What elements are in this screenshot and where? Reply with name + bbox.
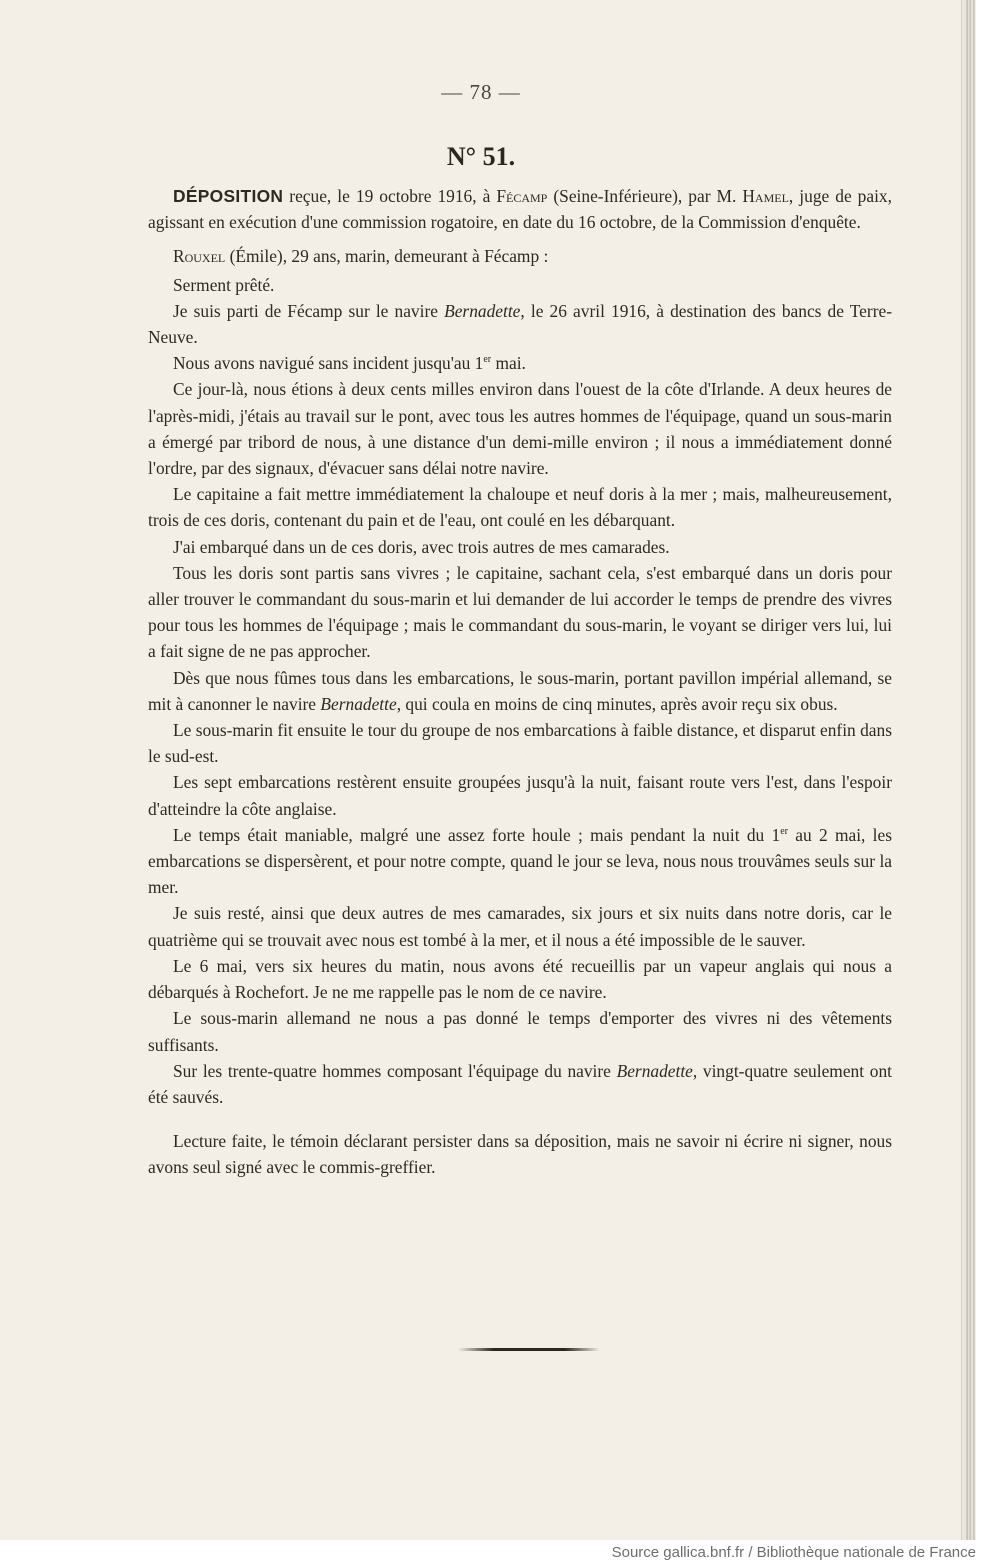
paragraph: Le sous-marin fit ensuite le tour du groupe de nos embarcations à faible distance, et disparut enfin dans le sud-est. — [148, 720, 892, 767]
judge-name: Hamel — [742, 186, 789, 206]
page-number: — 78 — — [441, 80, 521, 104]
paragraph: Le temps était maniable, malgré une assez forte houle ; mais pendant la nuit du 1er au 2 mai, les embarcations se dispersèrent, et pour notre compte, quand le jour se leva, nous nous trouvâmes seuls sur la mer. — [148, 824, 892, 898]
document-number: N° 51. — [446, 142, 516, 171]
paragraph: Nous avons navigué sans incident jusqu'au 1er mai. — [173, 353, 526, 374]
ship-name: Bernadette — [444, 300, 521, 321]
paragraph: Je suis parti de Fécamp sur le navire Bernadette, le 26 avril 1916, à destination des bancs de Terre-Neuve. — [148, 300, 892, 348]
deposition-heading: DÉPOSITION reçue, le 19 octobre 1916, à Fécamp (Seine-Inférieure), par M. Hamel, juge de paix, agissant en exécution d'une commission rogatoire, en date du 16 octobre, de la Commission d'enquête. — [148, 186, 892, 233]
paragraph: Tous les doris sont partis sans vivres ; le capitaine, sachant cela, s'est embarqué dans un doris pour aller trouver le commandant du sous-marin et lui demander de lui accorder le temps de prendre des vivres pour tous les hommes de l'équipage ; mais le commandant du sous-marin, le voyant se diriger vers lui, lui a fait signe de ne pas approcher. — [148, 562, 892, 662]
source-attribution: Source gallica.bnf.fr / Bibliothèque nationale de France — [611, 1544, 976, 1561]
paragraph: Ce jour-là, nous étions à deux cents milles environ dans l'ouest de la côte d'Irlande. A deux heures de l'après-midi, j'étais au travail sur le pont, avec tous les autres hommes de l'équipage, quand un sous-marin a émergé par tribord de nous, à une distance d'un demi-mille environ ; il nous a immédiatement donné l'ordre, par des signaux, d'évacuer sans délai notre navire. — [148, 379, 892, 479]
end-rule — [458, 1348, 600, 1351]
witness-line: Rouxel (Émile), 29 ans, marin, demeurant à Fécamp : — [173, 246, 549, 267]
deposition-word: DÉPOSITION — [173, 186, 284, 206]
place-name: Fécamp — [496, 186, 548, 206]
paragraph: Sur les trente-quatre hommes composant l'équipage du navire Bernadette, vingt-quatre seulement ont été sauvés. — [148, 1060, 892, 1107]
paragraph: Le sous-marin allemand ne nous a pas donné le temps d'emporter des vivres ni des vêtements suffisants. — [148, 1008, 892, 1055]
paragraph: Je suis resté, ainsi que deux autres de mes camarades, six jours et six nuits dans notre doris, car le quatrième qui se trouvait avec nous est tombé à la mer, et il nous a été impossible de le sauver. — [148, 903, 892, 950]
oath-line: Serment prêté. — [173, 274, 275, 295]
witness-surname: Rouxel — [173, 246, 226, 267]
paragraph: Le 6 mai, vers six heures du matin, nous avons été recueillis par un vapeur anglais qui nous a débarqués à Rochefort. Je ne me rappelle pas le nom de ce navire. — [148, 955, 892, 1003]
page-edge — [962, 0, 984, 1540]
ship-name: Bernadette — [320, 693, 397, 714]
paragraph: Dès que nous fûmes tous dans les embarcations, le sous-marin, portant pavillon impérial allemand, se mit à canonner le navire Bernadette, qui coula en moins de cinq minutes, après avoir reçu six obus. — [148, 667, 892, 714]
paragraph: Le capitaine a fait mettre immédiatement la chaloupe et neuf doris à la mer ; mais, malheureusement, trois de ces doris, contenant du pain et de l'eau, ont coulé en les débarquant. — [148, 484, 892, 531]
footer-bar — [0, 1540, 984, 1566]
paragraph: Les sept embarcations restèrent ensuite groupées jusqu'à la nuit, faisant route vers l'est, dans l'espoir d'atteindre la côte anglaise. — [148, 772, 892, 819]
paragraph: J'ai embarqué dans un de ces doris, avec trois autres de mes camarades. — [173, 536, 670, 557]
ship-name: Bernadette — [616, 1060, 693, 1081]
document-body — [148, 183, 892, 1181]
closing-paragraph: Lecture faite, le témoin déclarant persister dans sa déposition, mais ne savoir ni écrire ni signer, nous avons seul signé avec le commis-greffier. — [148, 1131, 892, 1178]
